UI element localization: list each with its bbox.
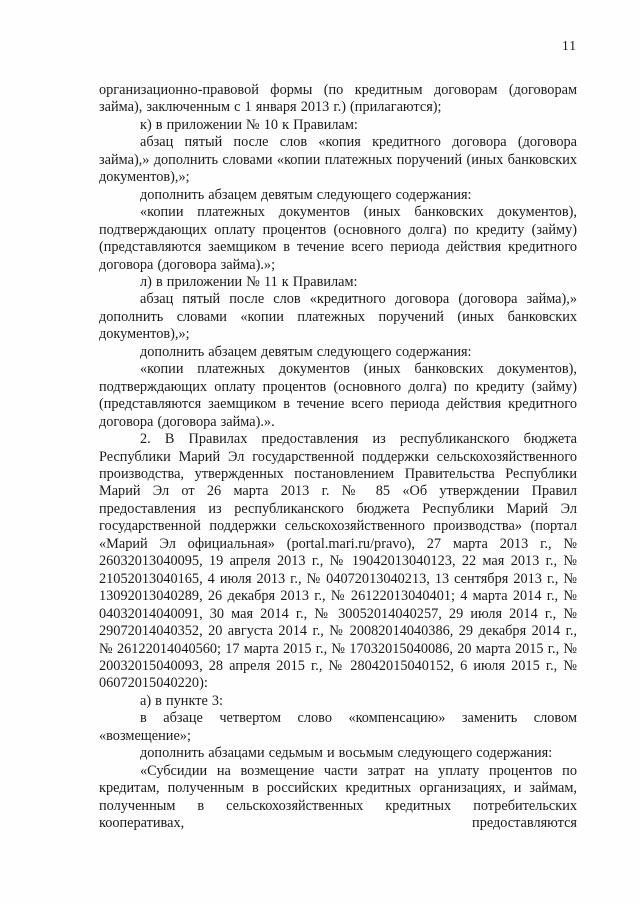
paragraph-13: дополнить абзацами седьмым и восьмым следующего содержания:	[140, 745, 553, 762]
paragraph-12: в абзаце четвертом слово «компенсацию» заменить словом «возмещение»;	[99, 710, 577, 744]
paragraph-9: «копии платежных документов (иных банковских документов), подтверждающих оплату процентов (основного долга) по кредиту (займу) (представляются заемщиком в течение всего периода действия кредитного договора (договора займа).».	[99, 361, 577, 430]
page-number: 11	[562, 38, 577, 53]
paragraph-4: дополнить абзацем девятым следующего содержания:	[140, 186, 472, 203]
paragraph-6: л) в приложении № 11 к Правилам:	[140, 273, 358, 290]
paragraph-10: 2. В Правилах предоставления из республиканского бюджета Республики Марий Эл государственной поддержки сельскохозяйственного производства, утвержденных постановлением Правительства Республики Марий Эл от 26 марта 2013 г. № 85 «Об утверждении Правил предоставления из республиканского бюджета Республики Марий Эл государственной поддержки сельскохозяйственного производства» (портал «Марий Эл официальная» (portal.mari.ru/pravo), 27 марта 2013 г., № 26032013040095, 19 апреля 2013 г., № 19042013040123, 22 мая 2013 г., № 21052013040165, 4 июля 2013 г., № 04072013040213, 13 сентября 2013 г., № 13092013040289, 26 декабря 2013 г., № 26122013040401; 4 марта 2014 г., № 04032014040091, 30 мая 2014 г., № 30052014040257, 29 июля 2014 г., № 29072014040352, 20 августа 2014 г., № 20082014040386, 29 декабря 2014 г., № 26122014040560; 17 марта 2015 г., № 17032015040086, 20 марта 2015 г., № 20032015040093, 28 апреля 2015 г., № 28042015040152, 6 июля 2015 г., № 06072015040220):	[99, 431, 577, 692]
paragraph-1: организационно-правовой формы (по кредитным договорам (договорам займа), заключенным с 1 января 2013 г.) (прилагаются);	[99, 82, 577, 116]
paragraph-7: абзац пятый после слов «кредитного договора (договора займа),» дополнить словами «копии платежных поручений (иных банковских документов),»;	[99, 291, 577, 343]
paragraph-3: абзац пятый после слов «копия кредитного договора (договора займа),» дополнить словами «копии платежных поручений (иных банковских документов),»;	[99, 134, 577, 186]
paragraph-11: а) в пункте 3:	[140, 692, 224, 709]
document-body	[99, 82, 577, 832]
paragraph-2: к) в приложении № 10 к Правилам:	[140, 116, 358, 133]
paragraph-5: «копии платежных документов (иных банковских документов), подтверждающих оплату процентов (основного долга) по кредиту (займу) (представляются заемщиком в течение всего периода действия кредитного договора (договора займа).»;	[99, 204, 577, 273]
paragraph-8: дополнить абзацем девятым следующего содержания:	[140, 343, 472, 360]
paragraph-14: «Субсидии на возмещение части затрат на уплату процентов по кредитам, полученным в российских кредитных организациях, и займам, полученным в сельскохозяйственных кредитных потребительских кооперативах, предоставляются	[99, 762, 577, 832]
